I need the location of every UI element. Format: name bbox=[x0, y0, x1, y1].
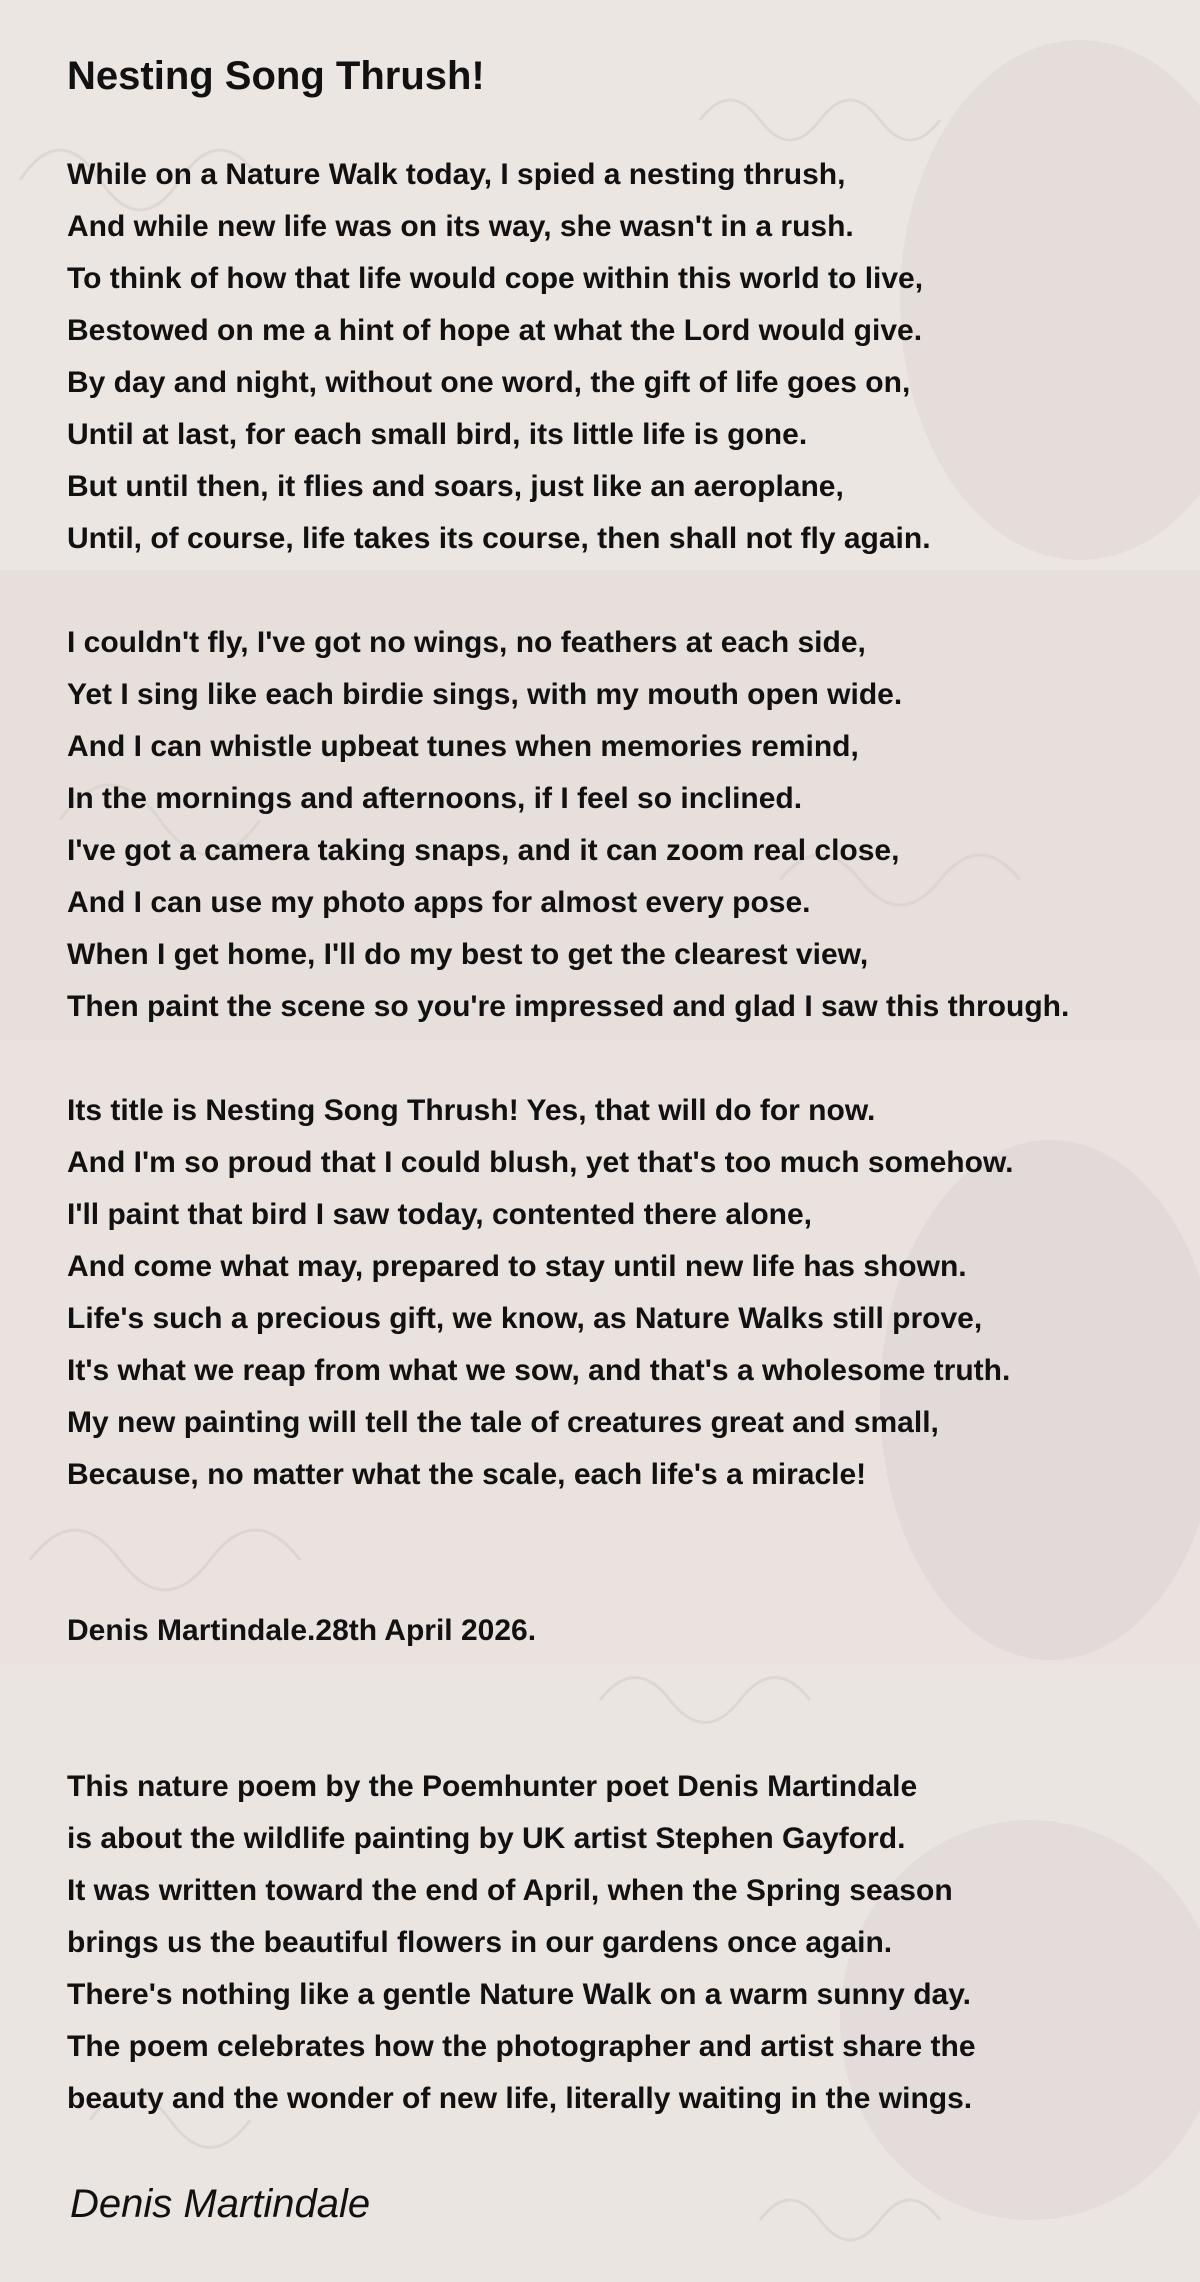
poem-line: But until then, it flies and soars, just like an aeroplane, bbox=[67, 470, 844, 503]
poem-line: My new painting will tell the tale of creatures great and small, bbox=[67, 1406, 939, 1439]
poem-line: Because, no matter what the scale, each life's a miracle! bbox=[67, 1458, 867, 1491]
poem-line: Its title is Nesting Song Thrush! Yes, that will do for now. bbox=[67, 1094, 876, 1127]
poem-line: And I can use my photo apps for almost every pose. bbox=[67, 886, 811, 919]
note-line: The poem celebrates how the photographer and artist share the bbox=[67, 2030, 976, 2063]
poem-line: And come what may, prepared to stay until new life has shown. bbox=[67, 1250, 967, 1283]
poem-line: I've got a camera taking snaps, and it can zoom real close, bbox=[67, 834, 900, 867]
poem-line: By day and night, without one word, the gift of life goes on, bbox=[67, 366, 911, 399]
stanza-3 bbox=[67, 1085, 1014, 1501]
poem-line: Then paint the scene so you're impressed and glad I saw this through. bbox=[67, 990, 1070, 1023]
poem-line: While on a Nature Walk today, I spied a nesting thrush, bbox=[67, 158, 846, 191]
poem-line: Until at last, for each small bird, its little life is gone. bbox=[67, 418, 808, 451]
poem-line: Yet I sing like each birdie sings, with my mouth open wide. bbox=[67, 678, 903, 711]
poem-line: In the mornings and afternoons, if I feel so inclined. bbox=[67, 782, 803, 815]
stanza-2 bbox=[67, 617, 1069, 1033]
note-line: brings us the beautiful flowers in our gardens once again. bbox=[67, 1926, 893, 1959]
poem-title: Nesting Song Thrush! bbox=[67, 54, 485, 98]
poem-line: When I get home, I'll do my best to get the clearest view, bbox=[67, 938, 869, 971]
dateline-text: Denis Martindale.28th April 2026. bbox=[67, 1614, 537, 1647]
poem-line: Until, of course, life takes its course, then shall not fly again. bbox=[67, 522, 931, 555]
poem-dateline bbox=[67, 1605, 536, 1657]
note-line: beauty and the wonder of new life, literally waiting in the wings. bbox=[67, 2082, 973, 2115]
poem-line: To think of how that life would cope within this world to live, bbox=[67, 262, 924, 295]
poem-line: And while new life was on its way, she wasn't in a rush. bbox=[67, 210, 854, 243]
poem-line: Bestowed on me a hint of hope at what the Lord would give. bbox=[67, 314, 923, 347]
poem-line: I'll paint that bird I saw today, contented there alone, bbox=[67, 1198, 813, 1231]
note-line: It was written toward the end of April, when the Spring season bbox=[67, 1874, 953, 1907]
author-signature: Denis Martindale bbox=[70, 2182, 371, 2226]
poem-line: And I can whistle upbeat tunes when memories remind, bbox=[67, 730, 859, 763]
poem-line: It's what we reap from what we sow, and that's a wholesome truth. bbox=[67, 1354, 1011, 1387]
author-notes bbox=[67, 1761, 976, 2125]
poem-line: I couldn't fly, I've got no wings, no feathers at each side, bbox=[67, 626, 866, 659]
note-line: is about the wildlife painting by UK artist Stephen Gayford. bbox=[67, 1822, 906, 1855]
poem-line: And I'm so proud that I could blush, yet that's too much somehow. bbox=[67, 1146, 1014, 1179]
note-line: There's nothing like a gentle Nature Walk on a warm sunny day. bbox=[67, 1978, 971, 2011]
stanza-1 bbox=[67, 149, 931, 565]
note-line: This nature poem by the Poemhunter poet Denis Martindale bbox=[67, 1770, 918, 1803]
poem-line: Life's such a precious gift, we know, as Nature Walks still prove, bbox=[67, 1302, 983, 1335]
